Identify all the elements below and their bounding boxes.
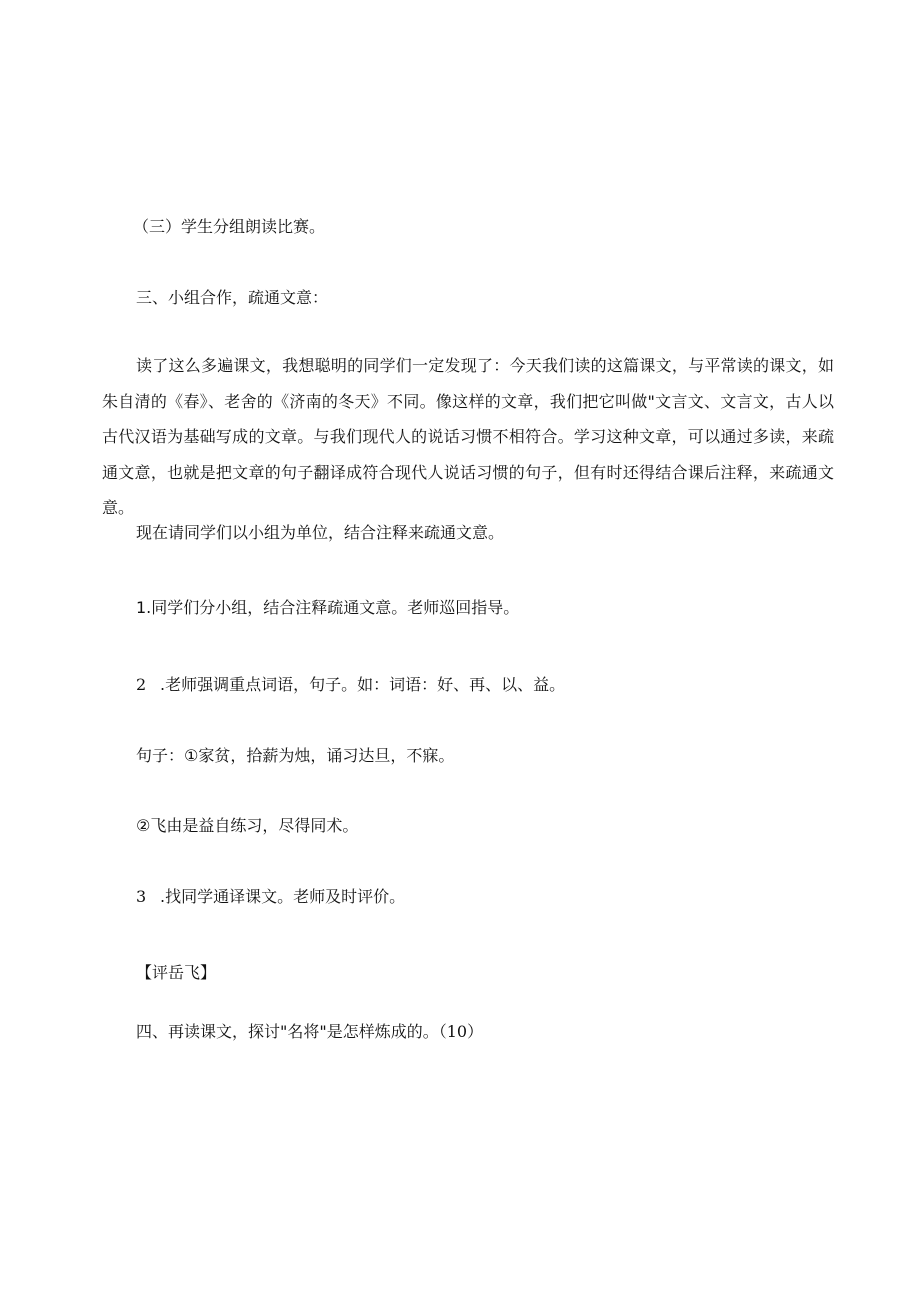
section-four-score: （10）: [438, 1022, 484, 1041]
step-3-number: 3: [136, 887, 147, 906]
sentence-1: 句子：①家贫，拾薪为烛，诵习达旦，不寐。: [136, 746, 455, 765]
step-3: [136, 886, 405, 908]
step-2: [136, 674, 565, 696]
comment-heading: 【评岳飞】: [136, 963, 217, 982]
intro-paragraph: 读了这么多遍课文，我想聪明的同学们一定发现了：今天我们读的这篇课文，与平常读的课文，如朱自清的《春》、老舍的《济南的冬天》不同。像这样的文章，我们把它叫做"文言文、文言文，古人以古代汉语为基础写成的文章。与我们现代人的说话习惯不相符合。学习这种文章，可以通过多读，来疏通文意，也就是把文章的句子翻译成符合现代人说话习惯的句子，但有时还得结合课后注释，来疏通文意。: [102, 356, 834, 517]
section-four-title-line: [136, 1021, 483, 1043]
step-2-number: 2: [136, 675, 147, 694]
step-3-text: .找同学通译课文。老师及时评价。: [160, 887, 406, 906]
section-four-title: 四、再读课文，探讨"名将"是怎样炼成的。: [136, 1022, 439, 1041]
section-three-title: 三、小组合作，疏通文意：: [136, 288, 329, 307]
instruction-text: 现在请同学们以小组为单位，结合注释来疏通文意。: [136, 523, 505, 542]
step-1: 1.同学们分小组，结合注释疏通文意。老师巡回指导。: [136, 598, 520, 617]
step-2-text: .老师强调重点词语，句子。如：词语：好、再、以、益。: [160, 675, 566, 694]
group-reading-heading: （三）学生分组朗读比赛。: [133, 217, 326, 236]
sentence-2: ②飞由是益自练习，尽得同术。: [136, 816, 359, 835]
